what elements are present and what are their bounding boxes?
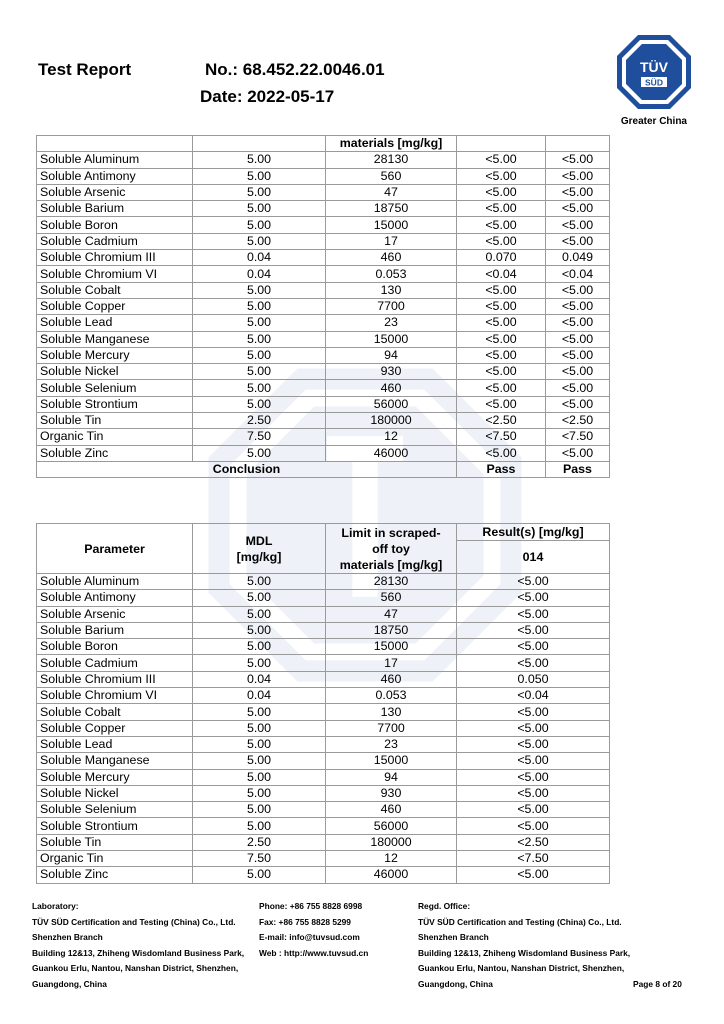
mdl-cell: 5.00 [193,233,326,249]
parameter-cell: Soluble Cadmium [37,655,193,671]
parameter-cell: Soluble Aluminum [37,574,193,590]
limit-cell: 0.053 [326,688,457,704]
result-cell: <5.00 [457,606,610,622]
result-cell: <5.00 [457,818,610,834]
limit-cell: 18750 [326,201,457,217]
footer-laboratory [32,899,244,993]
limit-cell: 15000 [326,753,457,769]
table-row [37,688,610,704]
empty-cell [546,136,610,152]
table-row [37,867,610,883]
table-header-row [37,136,610,152]
footer-lab-line: TÜV SÜD Certification and Testing (China) Co., Ltd. [32,916,236,927]
result-cell: <5.00 [457,152,546,168]
col-header-parameter: Parameter [37,524,193,574]
logo-text-bottom: SÜD [645,77,663,88]
table-row [37,217,610,233]
result-cell: <5.00 [457,704,610,720]
result-cell: 0.070 [457,250,546,266]
parameter-cell: Soluble Barium [37,622,193,638]
col-header-sample-014: 014 [457,541,610,574]
result-cell: <5.00 [457,331,546,347]
result-cell: <5.00 [546,282,610,298]
mdl-cell: 0.04 [193,250,326,266]
table-row [37,720,610,736]
result-cell: <5.00 [457,720,610,736]
result-cell: <5.00 [457,184,546,200]
mdl-cell: 5.00 [193,282,326,298]
limit-cell: 56000 [326,818,457,834]
mdl-cell: 5.00 [193,168,326,184]
result-cell: <5.00 [457,622,610,638]
result-cell: <5.00 [457,639,610,655]
table-row [37,818,610,834]
result-cell: <5.00 [457,396,546,412]
parameter-cell: Soluble Cadmium [37,233,193,249]
parameter-cell: Soluble Lead [37,315,193,331]
parameter-cell: Soluble Nickel [37,785,193,801]
mdl-cell: 5.00 [193,785,326,801]
footer-regd-line: Shenzhen Branch [418,932,489,943]
table-row [37,445,610,461]
logo-text-top: TÜV [640,59,668,75]
result-cell: <2.50 [457,413,546,429]
mdl-cell: 5.00 [193,315,326,331]
result-cell: <5.00 [457,574,610,590]
results-table-1-body [37,136,610,478]
mdl-cell: 5.00 [193,655,326,671]
result-cell: <7.50 [457,429,546,445]
tuv-sud-logo [615,33,693,111]
mdl-cell: 5.00 [193,867,326,883]
limit-cell: 130 [326,282,457,298]
result-cell: <5.00 [457,769,610,785]
mdl-cell: 5.00 [193,396,326,412]
limit-cell: 23 [326,736,457,752]
limit-cell: 12 [326,851,457,867]
limit-cell: 46000 [326,445,457,461]
parameter-cell: Soluble Copper [37,298,193,314]
result-cell: <5.00 [457,201,546,217]
mdl-cell: 0.04 [193,266,326,282]
mdl-cell: 5.00 [193,184,326,200]
empty-cell [193,136,326,152]
mdl-cell: 5.00 [193,331,326,347]
result-cell: 0.050 [457,671,610,687]
results-table-2-header [37,524,610,574]
result-cell: <5.00 [457,233,546,249]
table-row [37,396,610,412]
parameter-cell: Soluble Mercury [37,347,193,363]
table-row [37,802,610,818]
parameter-cell: Soluble Antimony [37,590,193,606]
result-cell: <5.00 [457,590,610,606]
result-cell: <5.00 [457,802,610,818]
footer-contact-line: Fax: +86 755 8828 5299 [259,916,351,927]
table-row [37,233,610,249]
mdl-cell: 0.04 [193,671,326,687]
report-title: Test Report [38,60,132,79]
col-header-limit-continued: materials [mg/kg] [326,136,457,152]
limit-cell: 17 [326,233,457,249]
footer-regd-line: Building 12&13, Zhiheng Wisdomland Business Park, [418,947,631,958]
table-row [37,704,610,720]
mdl-cell: 5.00 [193,704,326,720]
result-cell: <5.00 [546,315,610,331]
footer-contact-line: Phone: +86 755 8828 6998 [259,901,363,911]
limit-cell: 15000 [326,639,457,655]
mdl-cell: 5.00 [193,818,326,834]
result-cell: <5.00 [546,331,610,347]
table-row [37,834,610,850]
limit-cell: 930 [326,785,457,801]
footer-contact-line: E-mail: info@tuvsud.com [259,932,360,943]
empty-cell [457,136,546,152]
limit-cell: 460 [326,671,457,687]
table-row [37,590,610,606]
col-header-limit: Limit in scraped- off toy materials [mg/kg] [326,524,457,574]
result-cell: <2.50 [546,413,610,429]
parameter-cell: Soluble Nickel [37,364,193,380]
mdl-cell: 5.00 [193,639,326,655]
col-header-mdl: MDL [mg/kg] [193,524,326,574]
parameter-cell: Soluble Boron [37,217,193,233]
limit-cell: 94 [326,347,457,363]
footer-regd-line: Guangdong, China [418,978,493,989]
table-row [37,574,610,590]
parameter-cell: Soluble Lead [37,736,193,752]
parameter-cell: Soluble Chromium III [37,250,193,266]
result-cell: <5.00 [546,380,610,396]
mdl-cell: 5.00 [193,769,326,785]
table-row [37,753,610,769]
parameter-cell: Soluble Strontium [37,396,193,412]
results-table-continued [36,135,610,478]
table-row [37,364,610,380]
footer-lab-line: Guangdong, China [32,978,107,989]
result-cell: <5.00 [457,867,610,883]
result-cell: <5.00 [457,315,546,331]
result-cell: <5.00 [457,347,546,363]
limit-cell: 23 [326,315,457,331]
footer-lab-line: Guankou Erlu, Nantou, Nanshan District, Shenzhen, [32,963,239,974]
mdl-cell: 5.00 [193,574,326,590]
parameter-cell: Soluble Aluminum [37,152,193,168]
parameter-cell: Soluble Selenium [37,802,193,818]
conclusion-label: Conclusion [37,461,457,477]
parameter-cell: Soluble Chromium VI [37,266,193,282]
result-cell: <5.00 [546,233,610,249]
limit-cell: 46000 [326,867,457,883]
result-cell: <5.00 [457,168,546,184]
mdl-cell: 5.00 [193,201,326,217]
result-cell: <5.00 [457,445,546,461]
table-row [37,282,610,298]
mdl-cell: 5.00 [193,736,326,752]
limit-cell: 28130 [326,152,457,168]
limit-cell: 15000 [326,331,457,347]
conclusion-row [37,461,610,477]
footer-lab-line: Laboratory: [32,901,79,911]
parameter-cell: Soluble Antimony [37,168,193,184]
region-label: Greater China [620,116,687,127]
table-row [37,413,610,429]
parameter-cell: Soluble Manganese [37,331,193,347]
results-table-014 [36,523,610,884]
result-cell: <5.00 [457,364,546,380]
result-cell: <7.50 [546,429,610,445]
table-row [37,769,610,785]
parameter-cell: Soluble Boron [37,639,193,655]
mdl-cell: 5.00 [193,753,326,769]
table-row [37,315,610,331]
result-cell: <5.00 [457,298,546,314]
table-row [37,331,610,347]
result-cell: <5.00 [457,380,546,396]
parameter-cell: Soluble Chromium III [37,671,193,687]
footer-regd-line: Regd. Office: [418,901,471,911]
result-cell: <5.00 [546,364,610,380]
parameter-cell: Soluble Tin [37,413,193,429]
col-header-results: Result(s) [mg/kg] [457,524,610,541]
result-cell: <5.00 [546,168,610,184]
mdl-cell: 5.00 [193,380,326,396]
result-cell: <5.00 [546,396,610,412]
result-cell: <5.00 [457,785,610,801]
table-row [37,266,610,282]
result-cell: <5.00 [457,217,546,233]
result-cell: <5.00 [546,201,610,217]
parameter-cell: Soluble Zinc [37,445,193,461]
limit-cell: 930 [326,364,457,380]
table-row [37,250,610,266]
parameter-cell: Soluble Mercury [37,769,193,785]
mdl-cell: 5.00 [193,298,326,314]
result-cell: <2.50 [457,834,610,850]
limit-cell: 560 [326,168,457,184]
parameter-cell: Soluble Arsenic [37,606,193,622]
parameter-cell: Soluble Tin [37,834,193,850]
table-row [37,201,610,217]
footer-contact [259,899,368,961]
result-cell: <5.00 [457,282,546,298]
result-cell: <5.00 [546,445,610,461]
limit-cell: 560 [326,590,457,606]
mdl-cell: 5.00 [193,364,326,380]
limit-cell: 180000 [326,834,457,850]
table-row [37,851,610,867]
limit-cell: 15000 [326,217,457,233]
table-row [37,380,610,396]
limit-cell: 460 [326,250,457,266]
report-date: Date: 2022-05-17 [200,87,335,106]
result-cell: <0.04 [457,688,610,704]
parameter-cell: Soluble Strontium [37,818,193,834]
table-row [37,622,610,638]
mdl-cell: 5.00 [193,720,326,736]
parameter-cell: Soluble Chromium VI [37,688,193,704]
result-cell: <5.00 [546,217,610,233]
mdl-cell: 5.00 [193,152,326,168]
limit-cell: 18750 [326,622,457,638]
parameter-cell: Soluble Selenium [37,380,193,396]
mdl-cell: 2.50 [193,413,326,429]
footer-lab-line: Shenzhen Branch [32,932,103,943]
mdl-cell: 5.00 [193,445,326,461]
conclusion-value: Pass [457,461,546,477]
parameter-cell: Soluble Zinc [37,867,193,883]
result-cell: 0.049 [546,250,610,266]
empty-cell [37,136,193,152]
parameter-cell: Soluble Barium [37,201,193,217]
parameter-cell: Soluble Copper [37,720,193,736]
parameter-cell: Soluble Cobalt [37,704,193,720]
limit-cell: 7700 [326,720,457,736]
parameter-cell: Organic Tin [37,429,193,445]
limit-cell: 460 [326,802,457,818]
table-row [37,785,610,801]
table-row [37,639,610,655]
result-cell: <5.00 [457,736,610,752]
mdl-cell: 2.50 [193,834,326,850]
table-row [37,429,610,445]
limit-cell: 460 [326,380,457,396]
table-row [37,184,610,200]
report-number: No.: 68.452.22.0046.01 [205,60,385,79]
result-cell: <5.00 [546,298,610,314]
result-cell: <5.00 [457,655,610,671]
limit-cell: 17 [326,655,457,671]
limit-cell: 12 [326,429,457,445]
footer-lab-line: Building 12&13, Zhiheng Wisdomland Business Park, [32,947,245,958]
mdl-cell: 5.00 [193,217,326,233]
parameter-cell: Soluble Arsenic [37,184,193,200]
limit-cell: 28130 [326,574,457,590]
limit-cell: 56000 [326,396,457,412]
limit-cell: 47 [326,606,457,622]
result-cell: <5.00 [457,753,610,769]
mdl-cell: 0.04 [193,688,326,704]
table-row [37,298,610,314]
mdl-cell: 5.00 [193,590,326,606]
parameter-cell: Soluble Manganese [37,753,193,769]
result-cell: <0.04 [546,266,610,282]
results-table-2-body [37,574,610,884]
mdl-cell: 5.00 [193,347,326,363]
footer-regd-line: TÜV SÜD Certification and Testing (China) Co., Ltd. [418,916,622,927]
result-cell: <5.00 [546,347,610,363]
limit-cell: 130 [326,704,457,720]
parameter-cell: Organic Tin [37,851,193,867]
footer-regd-line: Guankou Erlu, Nantou, Nanshan District, Shenzhen, [418,963,625,974]
parameter-cell: Soluble Cobalt [37,282,193,298]
result-cell: <7.50 [457,851,610,867]
footer-contact-line: Web : http://www.tuvsud.cn [259,947,369,958]
table-row [37,606,610,622]
table-row [37,671,610,687]
table-row [37,152,610,168]
limit-cell: 7700 [326,298,457,314]
conclusion-value: Pass [546,461,610,477]
limit-cell: 180000 [326,413,457,429]
mdl-cell: 7.50 [193,429,326,445]
limit-cell: 94 [326,769,457,785]
table-row [37,347,610,363]
footer-registered-office [418,899,630,993]
table-row [37,736,610,752]
mdl-cell: 5.00 [193,802,326,818]
result-cell: <0.04 [457,266,546,282]
table-row [37,655,610,671]
result-cell: <5.00 [546,184,610,200]
result-cell: <5.00 [546,152,610,168]
mdl-cell: 5.00 [193,606,326,622]
mdl-cell: 5.00 [193,622,326,638]
table-row [37,168,610,184]
limit-cell: 0.053 [326,266,457,282]
page-number: Page 8 of 20 [633,979,682,989]
mdl-cell: 7.50 [193,851,326,867]
limit-cell: 47 [326,184,457,200]
